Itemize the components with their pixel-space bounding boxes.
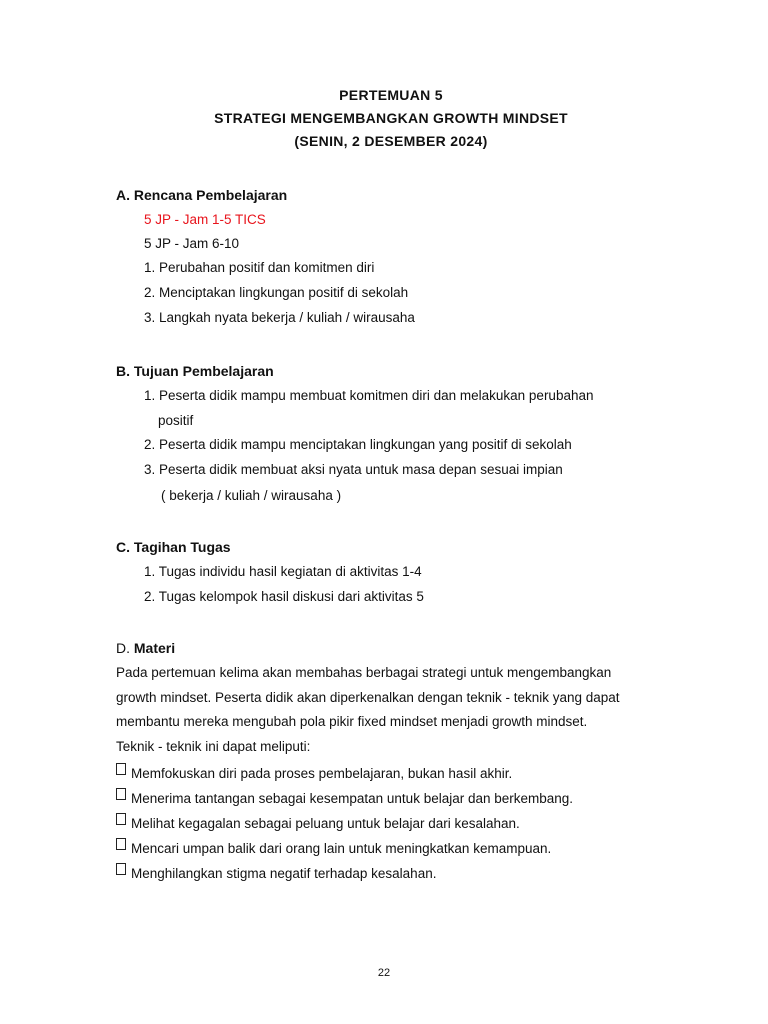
paragraph-line: growth mindset. Peserta didik akan diperkenalkan dengan teknik - teknik yang dapat xyxy=(116,690,620,705)
list-item: 1. Tugas individu hasil kegiatan di aktivitas 1-4 xyxy=(144,564,422,579)
bullet-item xyxy=(116,816,520,831)
bullet-item xyxy=(116,766,512,781)
bullet-item xyxy=(116,791,573,806)
bullet-item xyxy=(116,841,551,856)
paragraph-line: Teknik - teknik ini dapat meliputi: xyxy=(116,739,311,754)
list-item: 1. Perubahan positif dan komitmen diri xyxy=(144,260,375,275)
section-a-heading: A. Rencana Pembelajaran xyxy=(116,187,288,203)
bullet-item xyxy=(116,866,436,881)
section-d-heading xyxy=(116,640,175,656)
schedule: 5 JP - Jam 6-10 xyxy=(144,236,240,251)
schedule-red: 5 JP - Jam 1-5 TICS xyxy=(144,212,266,227)
section-d-title: Materi xyxy=(133,640,176,656)
list-item: 1. Peserta didik mampu membuat komitmen diri dan melakukan perubahan xyxy=(144,388,594,403)
checkbox-glyph-icon xyxy=(116,838,126,850)
checkbox-glyph-icon xyxy=(116,813,126,825)
paragraph-line: membantu mereka mengubah pola pikir fixed mindset menjadi growth mindset. xyxy=(116,714,588,729)
list-item: 3. Peserta didik membuat aksi nyata untuk masa depan sesuai impian xyxy=(144,462,563,477)
list-item: 2. Tugas kelompok hasil diskusi dari aktivitas 5 xyxy=(144,589,424,604)
list-item-continuation: positif xyxy=(158,413,194,428)
section-d-prefix: D. xyxy=(116,640,130,656)
page-number: 22 xyxy=(377,967,391,979)
bullet-text: Mencari umpan balik dari orang lain untuk meningkatkan kemampuan. xyxy=(131,841,552,856)
checkbox-glyph-icon xyxy=(116,763,126,775)
section-b-heading: B. Tujuan Pembelajaran xyxy=(116,363,274,379)
bullet-text: Melihat kegagalan sebagai peluang untuk belajar dari kesalahan. xyxy=(131,816,520,831)
list-item: 2. Peserta didik mampu menciptakan lingkungan yang positif di sekolah xyxy=(144,437,572,452)
date-title: (SENIN, 2 DESEMBER 2024) xyxy=(294,133,488,149)
list-item: 3. Langkah nyata bekerja / kuliah / wirausaha xyxy=(144,310,415,325)
bullet-text: Menghilangkan stigma negatif terhadap kesalahan. xyxy=(131,866,437,881)
section-c-heading: C. Tagihan Tugas xyxy=(116,539,231,555)
list-item-continuation: ( bekerja / kuliah / wirausaha ) xyxy=(161,488,342,503)
topic-title: STRATEGI MENGEMBANGKAN GROWTH MINDSET xyxy=(214,110,568,126)
meeting-title: PERTEMUAN 5 xyxy=(339,87,443,103)
checkbox-glyph-icon xyxy=(116,863,126,875)
checkbox-glyph-icon xyxy=(116,788,126,800)
bullet-text: Memfokuskan diri pada proses pembelajaran, bukan hasil akhir. xyxy=(131,766,513,781)
bullet-text: Menerima tantangan sebagai kesempatan untuk belajar dan berkembang. xyxy=(131,791,574,806)
paragraph-line: Pada pertemuan kelima akan membahas berbagai strategi untuk mengembangkan xyxy=(116,665,612,680)
list-item: 2. Menciptakan lingkungan positif di sekolah xyxy=(144,285,409,300)
